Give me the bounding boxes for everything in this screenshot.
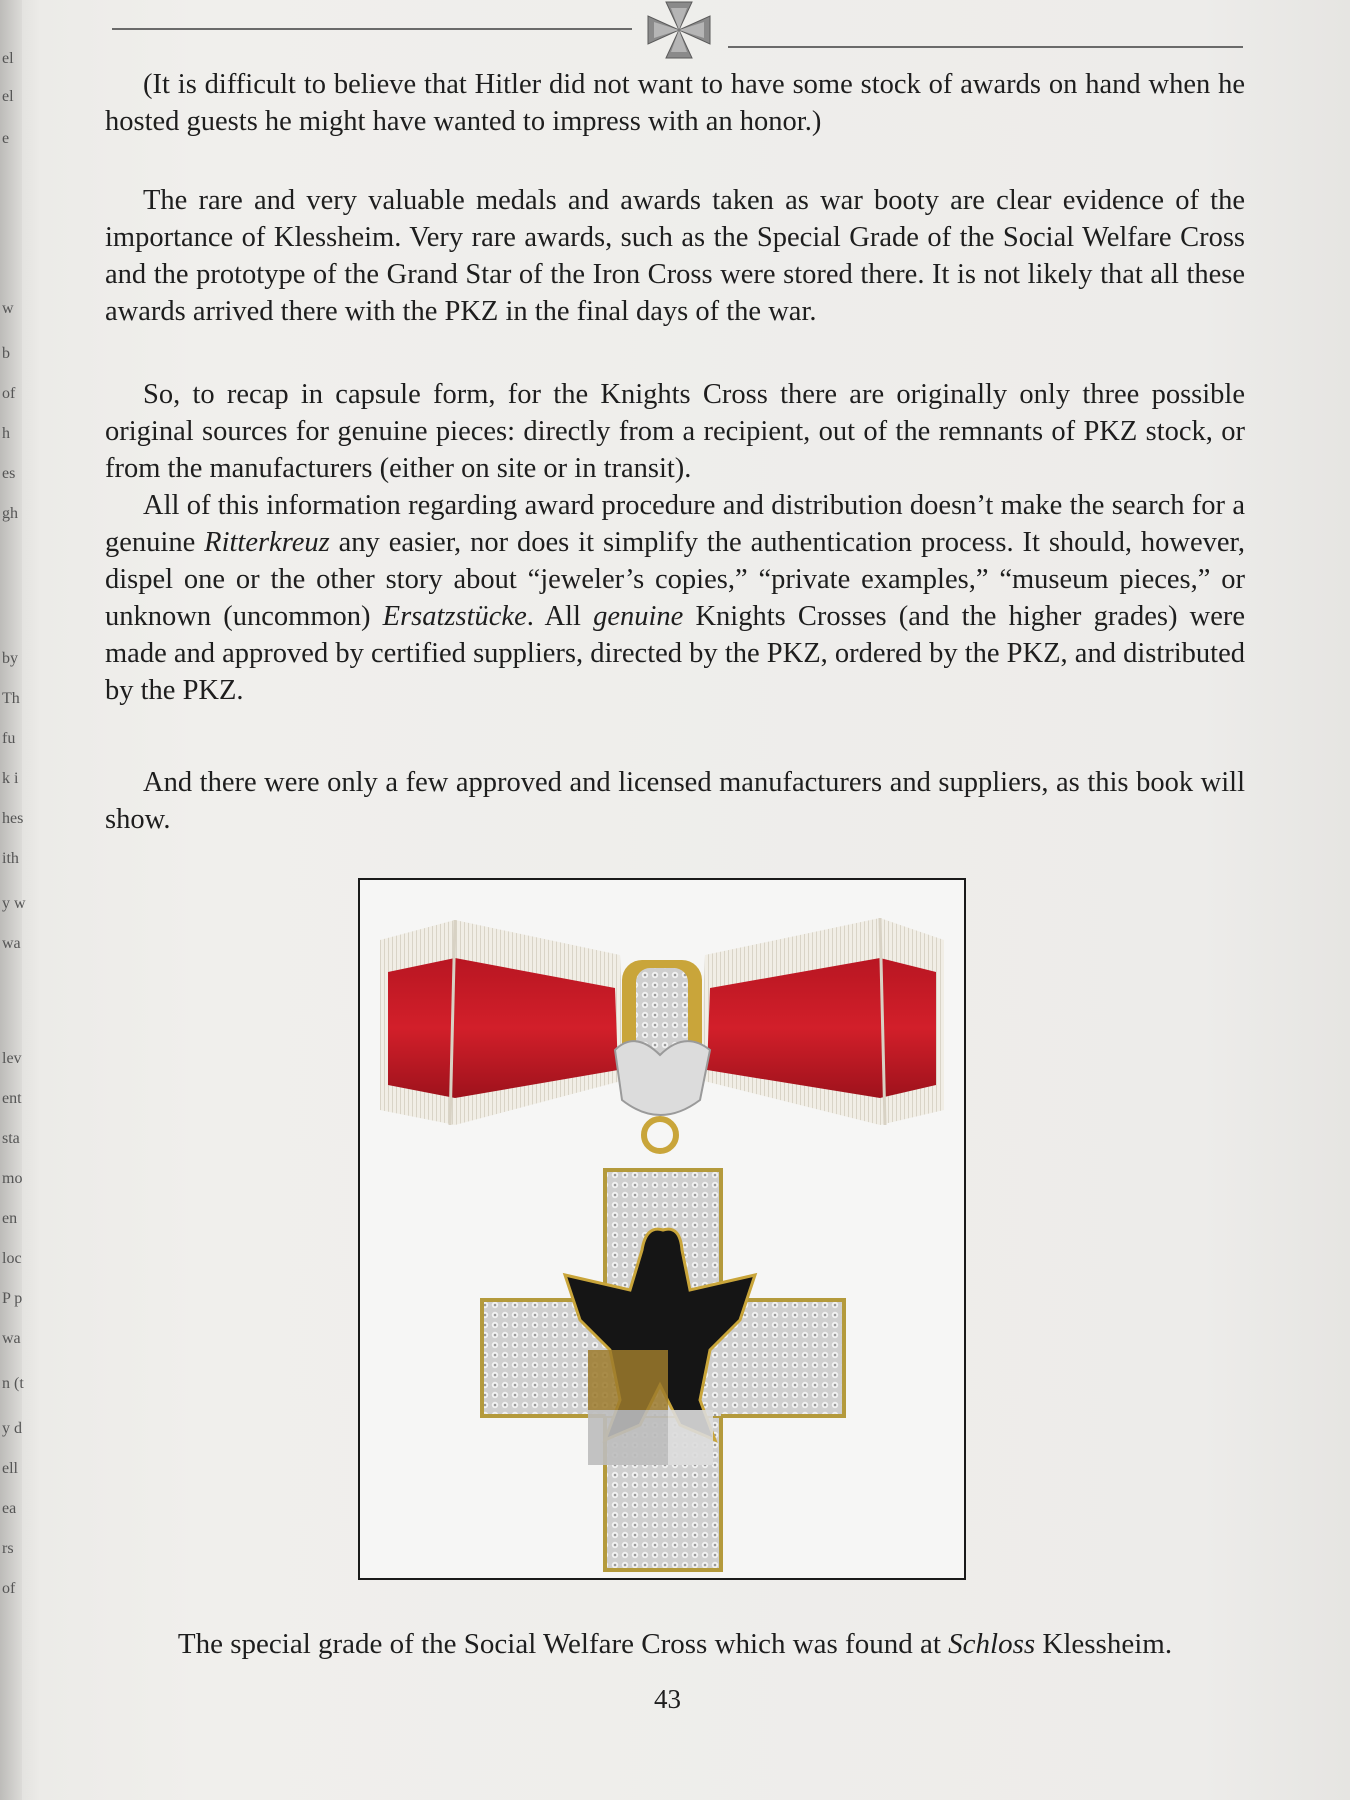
gutter-fragment: h	[2, 425, 10, 442]
page-number: 43	[654, 1684, 681, 1714]
paragraph-hitler-awards	[105, 66, 1245, 140]
gutter-fragment: y d	[2, 1420, 22, 1437]
gutter-fragment: of	[2, 385, 16, 402]
medal-photo	[358, 878, 966, 1580]
gutter-fragment: Th	[2, 690, 20, 707]
paragraph-authentication	[105, 487, 1245, 709]
gutter-fragment: w	[2, 300, 14, 317]
gutter-fragment: P p	[2, 1290, 23, 1307]
paragraph-text: The rare and very valuable medals and awards taken as war booty are clear evidence of the importance of Klessheim. Very rare awards, such as the Special Grade of the Social Welfare Cross and the prototype of the Grand Star of the Iron Cross were stored there. It is not likely that all these awards arrived there with the PKZ in the final days of the war.	[105, 185, 1245, 327]
gutter-fragment: rs	[2, 1540, 14, 1557]
gutter-fragment: mo	[2, 1170, 23, 1187]
gutter-fragment: sta	[2, 1130, 20, 1147]
caption-text-end: Klessheim.	[1035, 1628, 1173, 1660]
gutter-fragment: fu	[2, 730, 16, 747]
gutter-fragment: of	[2, 1580, 16, 1597]
header-rule-left	[112, 28, 632, 30]
gutter-fragment: en	[2, 1210, 18, 1227]
italic-genuine: genuine	[593, 601, 684, 632]
gutter-fragment: b	[2, 345, 10, 362]
gutter-fragment: e	[2, 130, 10, 147]
paragraph-text: (It is difficult to believe that Hitler did not want to have some stock of awards on hand when he hosted guests he might have wanted to impress with an honor.)	[105, 69, 1245, 137]
gutter-fragment: n (t	[2, 1375, 24, 1392]
gutter-fragment: wa	[2, 1330, 21, 1347]
paragraph-manufacturers	[105, 764, 1245, 838]
paragraph-war-booty	[105, 182, 1245, 330]
gutter-fragment: el	[2, 88, 14, 105]
gutter-fragment: gh	[2, 505, 18, 522]
facing-page-edge	[0, 0, 26, 1800]
header-rule-right	[728, 46, 1243, 48]
text-run: All of this information regarding award procedure and distribution doesn’t make the search for a genuine	[105, 490, 1245, 558]
text-run: . All	[526, 601, 594, 632]
gutter-fragment: loc	[2, 1250, 22, 1267]
paragraph-text: And there were only a few approved and licensed manufacturers and suppliers, as this book will show.	[105, 767, 1245, 835]
gutter-fragment: ea	[2, 1500, 17, 1517]
gutter-fragment: el	[2, 50, 14, 67]
gutter-fragment: ith	[2, 850, 19, 867]
paragraph-recap	[105, 376, 1245, 709]
gutter-fragment: hes	[2, 810, 24, 827]
italic-ersatzstucke: Ersatzstücke	[382, 601, 527, 632]
gutter-fragment: wa	[2, 935, 21, 952]
caption-text: The special grade of the Social Welfare Cross which was found at	[177, 1628, 949, 1660]
social-welfare-cross-illustration	[360, 880, 964, 1578]
gutter-fragment: y w	[2, 895, 26, 912]
gutter-fragment: es	[2, 465, 16, 482]
caption-italic: Schloss	[948, 1628, 1036, 1660]
gutter-fragment: ell	[2, 1460, 18, 1477]
gutter-fragment: ent	[2, 1090, 22, 1107]
gutter-fragment: lev	[2, 1050, 22, 1067]
text-run: Knights Crosses (and the higher grades) were made and approved by certified suppliers, directed by the PKZ, ordered by the PKZ, and distributed by the PKZ.	[105, 601, 1245, 706]
paragraph-text: So, to recap in capsule form, for the Knights Cross there are originally only three possible original sources for genuine pieces: directly from a recipient, out of the remnants of PKZ stock, or from the manufacturers (either on site or in transit).	[105, 379, 1245, 484]
gutter-fragment: k i	[2, 770, 19, 787]
figure-caption	[105, 1626, 1245, 1662]
gutter-fragment: by	[2, 650, 18, 667]
text-run: any easier, nor does it simplify the authentication process. It should, however, dispel one or the other story about “jeweler’s copies,” “private examples,” “museum pieces,” or unknown (uncommon)	[105, 527, 1245, 632]
iron-cross-icon	[644, 0, 714, 60]
italic-ritterkreuz: Ritterkreuz	[204, 527, 330, 558]
